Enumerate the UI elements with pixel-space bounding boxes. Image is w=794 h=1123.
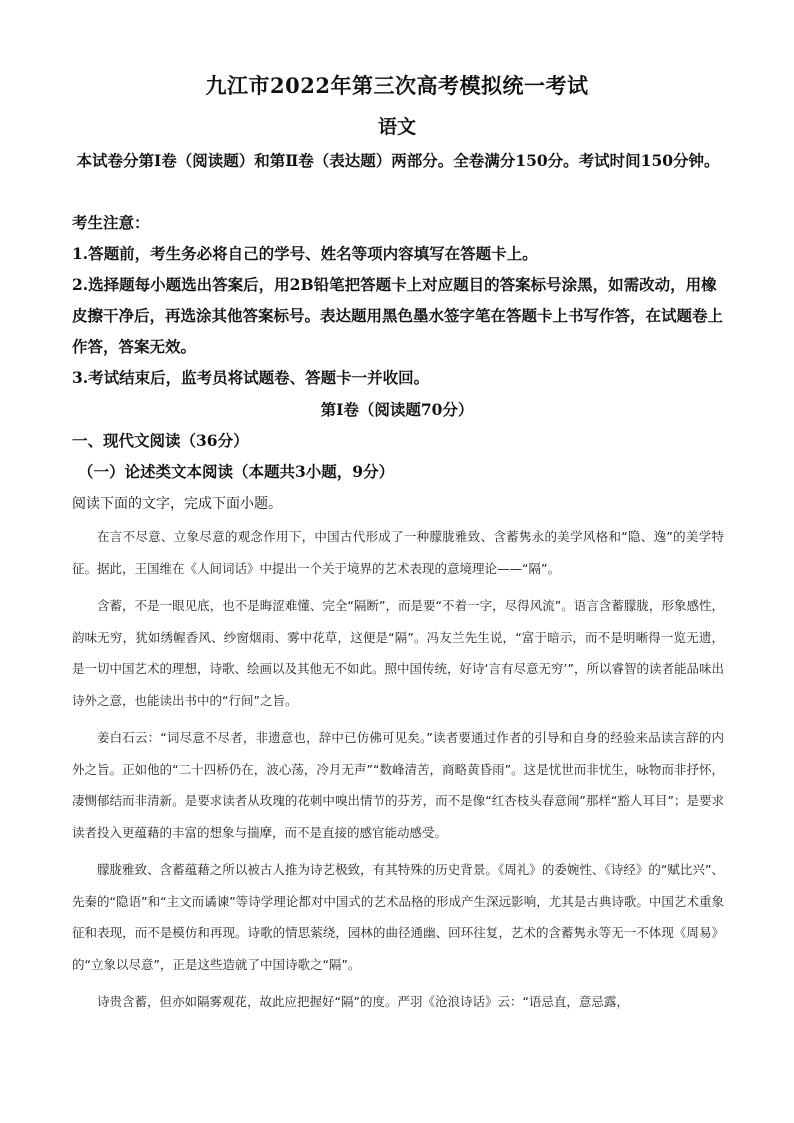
passage-paragraph: 在言不尽意、立象尽意的观念作用下，中国古代形成了一种朦胧雅致、含蓄隽永的美学风格和“隐、逸”的美学特征。据此，王国维在《人间词话》中提出一个关于境界的艺术表现的意境理论——“隔”。 (72, 529, 724, 576)
passage-paragraph: 诗贵含蓄，但亦如隔雾观花，故此应把握好“隔”的度。严羽《沧浪诗话》云：“语忌直，意忌露， (97, 994, 629, 1009)
passage-paragraph: 姜白石云：“词尽意不尽者，非遗意也，辞中已仿佛可见矣。”读者要通过作者的引导和自身的经验来品读言辞的内外之旨。正如他的“二十四桥仍在，波心荡，冷月无声”“数峰清苦，商略黄昏雨”。这是忧世而非忧生，咏物而非抒怀，凄恻郁结而非清新。是要求读者从玫瑰的花刺中嗅出情节的芬芳，而不是像“红杏枝头春意闹”那样“豁人耳目”；是要求读者投入更蕴藉的丰富的想象与揣摩，而不是直接的感官能动感受。 (72, 730, 724, 840)
note-item: 3.考试结束后，监考员将试题卷、答题卡一并收回。 (72, 368, 430, 387)
note-item: 1.答题前，考生务必将自己的学号、姓名等项内容填写在答题卡上。 (72, 244, 538, 263)
part-heading: 第Ⅰ卷（阅读题70分） (320, 400, 474, 419)
exam-title: 九江市2022年第三次高考模拟统一考试 (205, 73, 589, 98)
note-item: 2.选择题每小题选出答案后，用2B铅笔把答题卡上对应题目的答案标号涂黑，如需改动，用橡皮擦干净后，再选涂其他答案标号。表达题用黑色墨水签字笔在答题卡上书写作答，在试题卷上作答，答案无效。 (72, 275, 724, 356)
reading-instruction: 阅读下面的文字，完成下面小题。 (72, 496, 282, 512)
notes-heading: 考生注意： (72, 213, 150, 232)
passage-paragraph: 朦胧雅致、含蓄蕴藉之所以被古人推为诗艺极致，有其特殊的历史背景。《周礼》的委婉性、《诗经》的“赋比兴”、先秦的“隐语”和“主文而谲谏”等诗学理论都对中国式的艺术品格的形成产生深远影响，尤其是古典诗歌。中国艺术重象征和表现，而不是模仿和再现。诗歌的情思萦绕，园林的曲径通幽、回环往复，艺术的含蓄隽永等无一不体现《周易》的“立象以尽意”，正是这些造就了中国诗歌之“隔”。 (72, 862, 724, 972)
candidate-notes (72, 207, 724, 393)
section-heading: 一、现代文阅读（36分） (72, 431, 249, 450)
passage-paragraph: 含蓄，不是一眼见底，也不是晦涩难懂、完全“隔断”，而是要“不着一字，尽得风流”。语言含蓄朦胧，形象感性，韵味无穷，犹如绣幄香风、纱窗烟雨、雾中花草，这便是“隔”。冯友兰先生说，“富于暗示，而不是明晰得一览无遗，是一切中国艺术的理想，诗歌、绘画以及其他无不如此。照中国传统，好诗‘言有尽意无穷’”，所以睿智的读者能品味出诗外之意，也能读出书中的“行间”之旨。 (72, 598, 724, 708)
subject-title: 语文 (377, 116, 416, 138)
reading-passage (72, 521, 724, 1018)
subsection-heading: （一）论述类文本阅读（本题共3小题，9分） (78, 462, 395, 481)
exam-intro: 本试卷分第Ⅰ卷（阅读题）和第Ⅱ卷（表达题）两部分。全卷满分150分。考试时间150分钟。 (76, 151, 720, 170)
